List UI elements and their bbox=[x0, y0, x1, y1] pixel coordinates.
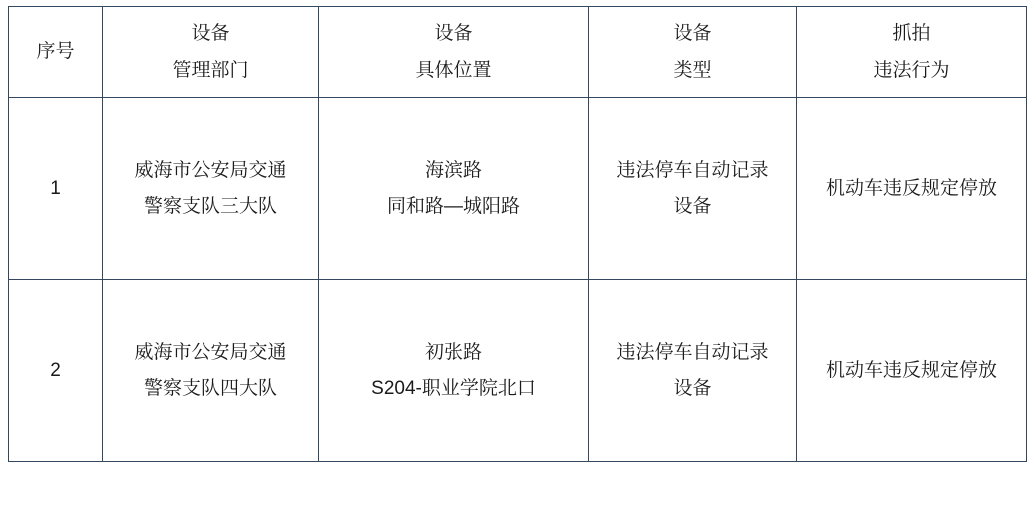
column-header-index bbox=[9, 7, 103, 98]
column-header-violation-line2: 违法行为 bbox=[873, 60, 950, 81]
table-row bbox=[9, 280, 1027, 462]
cell-department-line2: 警察支队四大队 bbox=[143, 377, 277, 399]
column-header-location bbox=[319, 7, 589, 98]
cell-type-line2: 设备 bbox=[673, 377, 712, 399]
cell-index: 2 bbox=[9, 280, 103, 462]
cell-location-line2: S204-职业学院北口 bbox=[371, 377, 536, 399]
cell-violation-line1: 机动车违反规定停放 bbox=[825, 359, 997, 381]
cell-violation bbox=[797, 280, 1027, 462]
cell-type-line2: 设备 bbox=[673, 195, 712, 217]
column-header-type bbox=[589, 7, 797, 98]
table-header bbox=[9, 7, 1027, 98]
column-header-type-line1: 设备 bbox=[673, 22, 712, 44]
cell-type bbox=[589, 280, 797, 462]
table-header-row bbox=[9, 7, 1027, 98]
cell-type-line1: 违法停车自动记录 bbox=[616, 342, 769, 364]
cell-location bbox=[319, 280, 589, 462]
column-header-department-line1: 设备 bbox=[191, 22, 230, 44]
column-header-violation bbox=[797, 7, 1027, 98]
cell-type-line1: 违法停车自动记录 bbox=[616, 160, 769, 182]
cell-type bbox=[589, 98, 797, 280]
cell-violation bbox=[797, 98, 1027, 280]
cell-department bbox=[103, 280, 319, 462]
column-header-department-line2: 管理部门 bbox=[172, 60, 249, 81]
cell-index: 1 bbox=[9, 98, 103, 280]
cell-department-line1: 威海市公安局交通 bbox=[134, 160, 287, 182]
table-body bbox=[9, 98, 1027, 462]
column-header-location-line1: 设备 bbox=[434, 22, 473, 44]
device-table bbox=[8, 6, 1027, 462]
column-header-index-line1: 序号 bbox=[36, 41, 75, 63]
column-header-type-line2: 类型 bbox=[673, 60, 712, 81]
cell-location-line1: 海滨路 bbox=[424, 160, 482, 182]
cell-department bbox=[103, 98, 319, 280]
column-header-department bbox=[103, 7, 319, 98]
cell-location-line1: 初张路 bbox=[424, 342, 482, 364]
cell-location bbox=[319, 98, 589, 280]
cell-location-line2: 同和路—城阳路 bbox=[386, 195, 520, 217]
cell-department-line2: 警察支队三大队 bbox=[143, 195, 277, 217]
column-header-location-line2: 具体位置 bbox=[415, 60, 492, 81]
table-row bbox=[9, 98, 1027, 280]
column-header-violation-line1: 抓拍 bbox=[892, 22, 931, 44]
cell-violation-line1: 机动车违反规定停放 bbox=[825, 177, 997, 199]
cell-department-line1: 威海市公安局交通 bbox=[134, 342, 287, 364]
